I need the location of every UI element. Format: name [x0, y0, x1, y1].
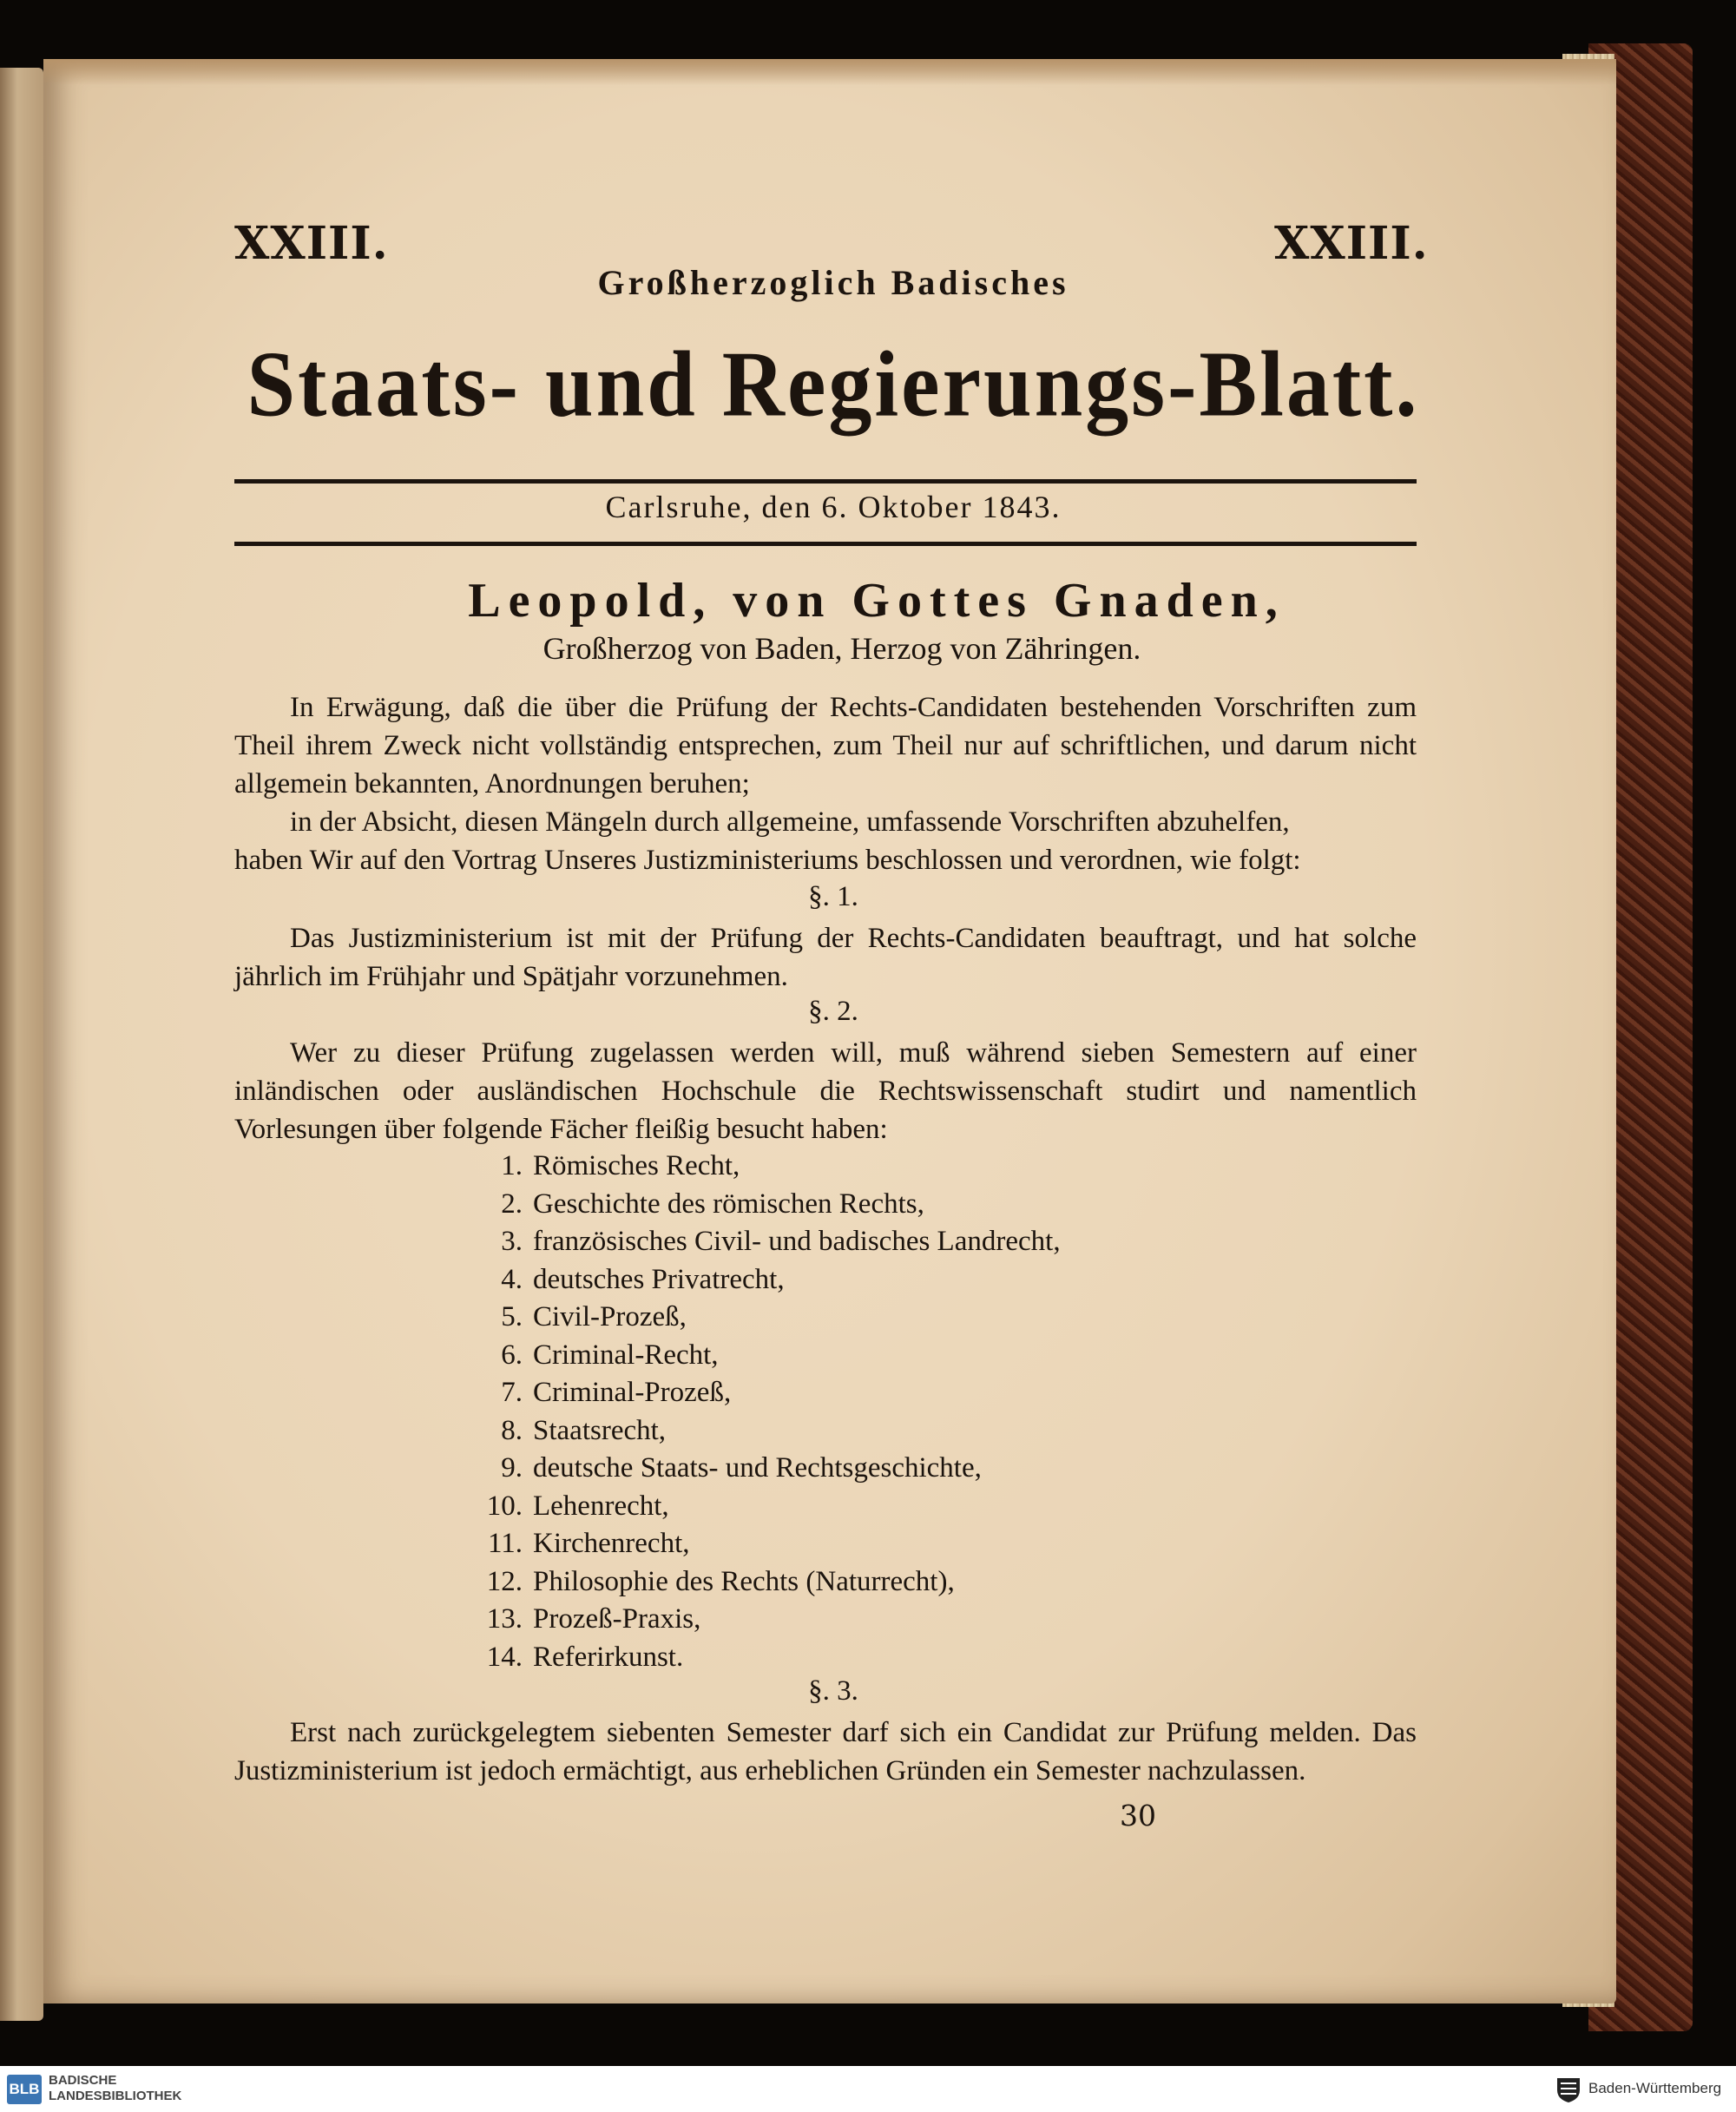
issue-number-left: XXIII. — [234, 217, 389, 270]
list-item-number: 2. — [501, 1188, 523, 1220]
list-item-number: 5. — [501, 1301, 523, 1332]
pre-title: Großherzoglich Badisches — [597, 263, 1069, 302]
list-item-label: deutsche Staats- und Rechtsgeschichte, — [533, 1452, 982, 1484]
state-label: Baden-Württemberg — [1588, 2080, 1722, 2096]
list-item-number: 1. — [501, 1150, 523, 1181]
list-item-label: deutsches Privatrecht, — [533, 1263, 785, 1295]
list-item-number: 9. — [501, 1452, 523, 1484]
list-item-label: Lehenrecht, — [533, 1490, 669, 1522]
list-item-label: Geschichte des römischen Rechts, — [533, 1188, 924, 1220]
list-item — [469, 1299, 1250, 1337]
section-1-heading: §. 1. — [808, 881, 858, 912]
list-item-label: Philosophie des Rechts (Naturrecht), — [533, 1565, 955, 1597]
list-item — [469, 1563, 1250, 1602]
list-item — [469, 1223, 1250, 1261]
library-name-line-2: LANDESBIBLIOTHEK — [49, 2089, 182, 2103]
section-3-text: Erst nach zurückgelegtem siebenten Semester darf sich ein Candidat zur Prüfung melden. Das Justizministerium ist jedoch ermächtigt, aus erheblichen Gründen ein Semester nachzulassen. — [234, 1717, 1417, 1786]
preamble-paragraph-2: in der Absicht, diesen Mängeln durch allgemeine, umfassende Vorschriften abzuhelfen, — [290, 806, 1290, 838]
list-item — [469, 1186, 1250, 1224]
section-2-heading: §. 2. — [808, 996, 858, 1027]
list-item-number: 8. — [501, 1414, 523, 1446]
list-item — [469, 1337, 1250, 1375]
list-item-label: Kirchenrecht, — [533, 1528, 690, 1559]
preamble-paragraph-1: In Erwägung, daß die über die Prüfung der Rechts-Candidaten bestehenden Vorschriften zum Theil ihrem Zweck nicht vollständig entsprechen, zum Theil nur auf schriftlichen, und darum nicht allgemein bekannten, Anordnungen beruhen; — [234, 692, 1417, 799]
page-title: Staats- und Regierungs-Blatt. — [247, 332, 1420, 437]
list-item-label: Prozeß-Praxis, — [533, 1603, 701, 1635]
section-3-heading: §. 3. — [808, 1675, 858, 1707]
section-2-text: Wer zu dieser Prüfung zugelassen werden will, muß während sieben Semestern auf einer inländischen oder ausländischen Hochschule die Rechtswissenschaft studirt und namentlich Vorlesungen über folgende Fächer fleißig besucht haben: — [234, 1037, 1417, 1145]
list-item — [469, 1488, 1250, 1526]
preamble-paragraph-3: haben Wir auf den Vortrag Unseres Justizministeriums beschlossen und verordnen, wie folgt: — [234, 845, 1301, 876]
page-number: 30 — [1120, 1799, 1156, 1832]
list-item-number: 13. — [486, 1603, 523, 1635]
list-item-number: 7. — [501, 1377, 523, 1408]
list-item-label: Referirkunst. — [533, 1641, 684, 1673]
list-item-number: 4. — [501, 1263, 523, 1295]
list-item — [469, 1374, 1250, 1412]
list-item — [469, 1639, 1250, 1677]
list-item — [469, 1148, 1250, 1186]
list-item-number: 3. — [501, 1226, 523, 1257]
list-item — [469, 1261, 1250, 1299]
section-1-text: Das Justizministerium ist mit der Prüfung der Rechts-Candidaten beauftragt, und hat solche jährlich im Frühjahr und Spätjahr vorzunehmen. — [234, 923, 1417, 992]
list-item — [469, 1525, 1250, 1563]
sovereign-name: Leopold, von Gottes Gnaden, — [468, 574, 1286, 628]
library-name-line-1: BADISCHE — [49, 2073, 117, 2088]
list-item-number: 12. — [486, 1565, 523, 1597]
baden-wuerttemberg-crest-icon[interactable] — [1554, 2075, 1583, 2104]
list-item — [469, 1601, 1250, 1639]
list-item — [469, 1450, 1250, 1488]
list-item-number: 10. — [486, 1490, 523, 1522]
list-item-number: 14. — [486, 1641, 523, 1673]
subject-list — [469, 1148, 1250, 1676]
footer-bar — [0, 2066, 1736, 2112]
issue-date: Carlsruhe, den 6. Oktober 1843. — [605, 490, 1062, 524]
list-item-label: Römisches Recht, — [533, 1150, 740, 1181]
list-item-label: Civil-Prozeß, — [533, 1301, 687, 1332]
list-item-label: Criminal-Prozeß, — [533, 1377, 732, 1408]
top-rule — [234, 479, 1417, 484]
list-item-label: Staatsrecht, — [533, 1414, 667, 1446]
list-item-number: 11. — [487, 1528, 523, 1559]
list-item-number: 6. — [501, 1339, 523, 1371]
issue-number-right: XXIII. — [1274, 217, 1429, 270]
library-name — [49, 2073, 181, 2104]
list-item-label: französisches Civil- und badisches Landrecht, — [533, 1226, 1061, 1257]
list-item-label: Criminal-Recht, — [533, 1339, 719, 1371]
bottom-rule — [234, 542, 1417, 546]
sovereign-title: Großherzog von Baden, Herzog von Zähringen. — [542, 631, 1141, 666]
list-item — [469, 1412, 1250, 1451]
blb-logo[interactable]: BLB — [7, 2075, 42, 2104]
